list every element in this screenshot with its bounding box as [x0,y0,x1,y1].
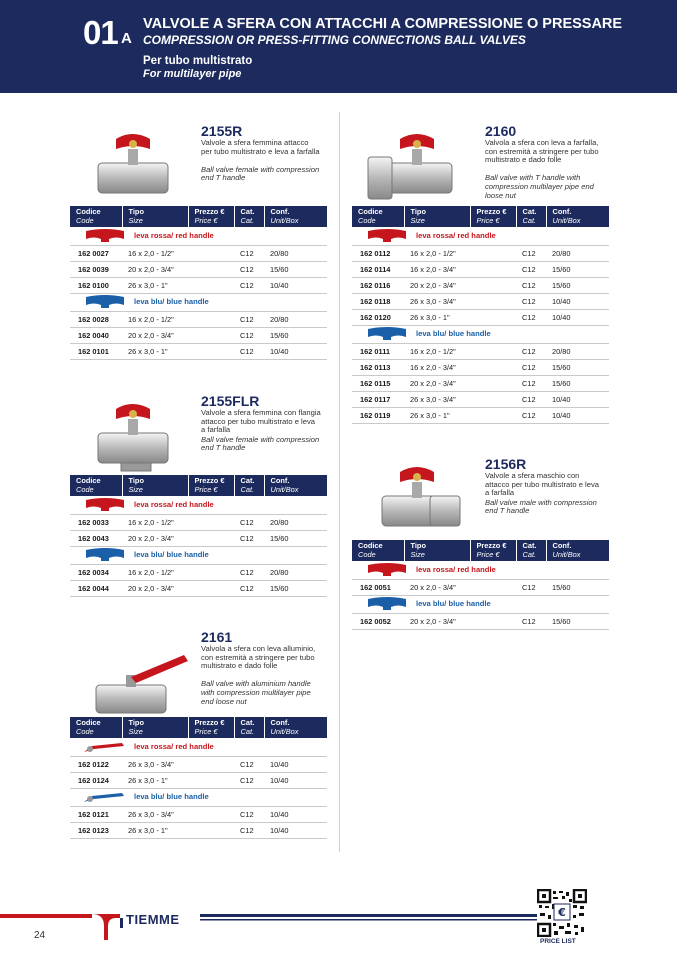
handle-row-blue [70,788,327,806]
cell-box: 20/80 [264,311,327,327]
cell-code: 162 0040 [70,327,122,343]
cell-code: 162 0120 [352,309,404,325]
cell-size: 16 x 2,0 - 1/2" [404,245,470,261]
cell-size: 26 x 3,0 - 3/4" [404,391,470,407]
cell-price [188,327,234,343]
cell-code: 162 0039 [70,261,122,277]
lever-handle-icon [82,740,128,754]
cell-cat: C12 [516,407,546,423]
brand-logo: TIEMME [126,912,180,927]
price-table [352,206,609,424]
cell-size: 16 x 2,0 - 1/2" [122,311,188,327]
page-subtitle: Per tubo multistrato [143,55,253,67]
cell-size: 16 x 2,0 - 1/2" [404,343,470,359]
table-row[interactable] [70,514,327,530]
price-table [352,540,609,630]
cell-cat: C12 [516,391,546,407]
cell-size: 26 x 3,0 - 1" [122,343,188,359]
column-header-size: Tipo Size [122,475,188,496]
cell-code: 162 0033 [70,514,122,530]
cell-price [188,311,234,327]
price-table [70,717,327,839]
lever-handle-icon [82,790,128,804]
handle-row-blue [70,293,327,311]
product-code: 2156R [485,456,527,472]
cell-box: 20/80 [264,564,327,580]
table-header [70,475,327,496]
column-header-size: Tipo Size [122,717,188,738]
table-row[interactable] [70,772,327,788]
cell-price [470,309,516,325]
cell-box: 10/40 [264,806,327,822]
footer-bar [0,910,540,940]
product-image [360,125,480,210]
cell-cat: C12 [516,309,546,325]
handle-row-blue [352,325,609,343]
column-header-price: Prezzo € Price € [188,206,234,227]
cell-size: 26 x 3,0 - 1" [122,772,188,788]
cell-cat: C12 [234,261,264,277]
table-row[interactable] [352,375,609,391]
table-row[interactable] [70,564,327,580]
cell-size: 16 x 2,0 - 3/4" [404,261,470,277]
cell-price [470,261,516,277]
cell-price [470,375,516,391]
column-divider [339,112,340,852]
handle-label-red: leva rossa/ red handle [134,230,214,240]
cell-size: 20 x 2,0 - 3/4" [404,277,470,293]
cell-box: 20/80 [264,514,327,530]
cell-size: 16 x 2,0 - 1/2" [122,564,188,580]
cell-code: 162 0051 [352,579,404,595]
table-header [352,540,609,561]
product-description-en: Ball valve male with compression end T handle [485,497,597,516]
column-header-cat: Cat. Cat. [234,206,264,227]
cell-code: 162 0100 [70,277,122,293]
cell-code: 162 0111 [352,343,404,359]
cell-price [470,391,516,407]
handle-label-blue: leva blu/ blue handle [134,296,209,306]
product-image [76,395,196,480]
butterfly-handle-icon [82,229,128,243]
cell-code: 162 0052 [352,613,404,629]
column-header-size: Tipo Size [122,206,188,227]
product-image [76,125,196,210]
cell-box: 15/60 [546,277,609,293]
cell-size: 20 x 2,0 - 3/4" [404,375,470,391]
cell-box: 15/60 [546,613,609,629]
product-description-en: Ball valve female with compression end T handle [201,164,320,183]
column-header-cat: Cat. Cat. [516,540,546,561]
cell-code: 162 0124 [70,772,122,788]
column-header-cat: Cat. Cat. [234,717,264,738]
product-description: Valvole a sfera femmina attacco per tubo multistrato e leva a farfalla [201,138,320,156]
product-code: 2161 [201,629,233,645]
cell-code: 162 0027 [70,245,122,261]
cell-size: 16 x 2,0 - 1/2" [122,245,188,261]
product-description-en: Ball valve female with compression end T handle [201,434,320,453]
column-header-box: Conf. Unit/Box [270,718,299,736]
page-header [0,0,677,93]
handle-label-red: leva rossa/ red handle [416,230,496,240]
cell-price [470,407,516,423]
cell-price [470,293,516,309]
cell-size: 26 x 3,0 - 1" [404,407,470,423]
cell-cat: C12 [234,564,264,580]
price-table [70,475,327,597]
cell-size: 20 x 2,0 - 3/4" [122,261,188,277]
column-header-price: Prezzo € Price € [470,206,516,227]
table-row[interactable] [352,261,609,277]
cell-price [188,343,234,359]
cell-cat: C12 [516,245,546,261]
cell-box: 10/40 [264,822,327,838]
page-title-en: COMPRESSION OR PRESS-FITTING CONNECTIONS BALL VALVES [143,33,526,47]
cell-cat: C12 [516,359,546,375]
column-header-size: Tipo Size [404,206,470,227]
cell-cat: C12 [234,311,264,327]
cell-code: 162 0122 [70,756,122,772]
table-row[interactable] [70,806,327,822]
cell-box: 15/60 [264,261,327,277]
column-header-price: Prezzo € Price € [470,540,516,561]
cell-cat: C12 [516,261,546,277]
handle-label-red: leva rossa/ red handle [134,499,214,509]
cell-price [470,359,516,375]
cell-code: 162 0121 [70,806,122,822]
handle-row-blue [70,546,327,564]
cell-size: 20 x 2,0 - 3/4" [122,530,188,546]
cell-cat: C12 [516,293,546,309]
handle-label-blue: leva blu/ blue handle [134,791,209,801]
cell-size: 20 x 2,0 - 3/4" [404,613,470,629]
butterfly-handle-icon [364,327,410,341]
table-row[interactable] [70,343,327,359]
cell-cat: C12 [234,806,264,822]
product-description: Valvole a sfera femmina con flangia attacco per tubo multistrato e leva a farfalla [201,408,321,435]
cell-code: 162 0123 [70,822,122,838]
cell-box: 20/80 [546,343,609,359]
table-row[interactable] [70,822,327,838]
cell-price [470,277,516,293]
column-header-box: Conf. Unit/Box [270,207,299,225]
cell-cat: C12 [234,756,264,772]
handle-label-red: leva rossa/ red handle [134,741,214,751]
column-header-cat: Cat. Cat. [516,206,546,227]
cell-price [470,613,516,629]
handle-label-blue: leva blu/ blue handle [416,328,491,338]
product-image [360,458,480,543]
cell-size: 16 x 2,0 - 3/4" [404,359,470,375]
product-description: Valvole a sfera maschio con attacco per tubo multistrato e leva a farfalla [485,471,599,498]
table-row[interactable] [352,309,609,325]
handle-label-blue: leva blu/ blue handle [416,598,491,608]
cell-size: 16 x 2,0 - 1/2" [122,514,188,530]
cell-cat: C12 [234,530,264,546]
cell-cat: C12 [234,343,264,359]
cell-cat: C12 [516,343,546,359]
cell-cat: C12 [516,579,546,595]
cell-price [470,343,516,359]
column-header-code: Codice Code [70,717,122,738]
handle-row-blue [352,595,609,613]
cell-price [188,772,234,788]
cell-price [470,245,516,261]
cell-price [188,806,234,822]
table-row[interactable] [352,407,609,423]
cell-size: 20 x 2,0 - 3/4" [404,579,470,595]
product-description: Valvola a sfera con leva a farfalla, con estremità a stringere per tubo multistrato e dado folle [485,138,599,165]
cell-box: 20/80 [264,245,327,261]
table-row[interactable] [352,245,609,261]
cell-box: 20/80 [546,245,609,261]
table-row[interactable] [352,343,609,359]
cell-code: 162 0118 [352,293,404,309]
column-header-box: Conf. Unit/Box [552,541,581,559]
table-row[interactable] [70,580,327,596]
page-title: VALVOLE A SFERA CON ATTACCHI A COMPRESSIONE O PRESSARE [143,16,623,32]
table-row[interactable] [352,293,609,309]
column-header-price: Prezzo € Price € [188,717,234,738]
qr-label: PRICE LIST [540,938,576,945]
cell-code: 162 0119 [352,407,404,423]
page-subtitle-en: For multilayer pipe [143,68,242,80]
butterfly-handle-icon [82,295,128,309]
cell-price [188,514,234,530]
cell-size: 20 x 2,0 - 3/4" [122,580,188,596]
handle-label-red: leva rossa/ red handle [416,564,496,574]
table-row[interactable] [70,756,327,772]
cell-box: 10/40 [264,756,327,772]
table-row[interactable] [70,530,327,546]
butterfly-handle-icon [82,548,128,562]
table-row[interactable] [70,277,327,293]
column-header-box: Conf. Unit/Box [270,476,299,494]
handle-row-red [352,227,609,245]
cell-price [188,822,234,838]
cell-size: 26 x 3,0 - 1" [122,277,188,293]
cell-box: 10/40 [546,391,609,407]
cell-code: 162 0114 [352,261,404,277]
cell-box: 10/40 [546,293,609,309]
price-table [70,206,327,360]
cell-price [188,261,234,277]
cell-box: 10/40 [264,277,327,293]
cell-cat: C12 [234,514,264,530]
cell-size: 26 x 3,0 - 3/4" [122,756,188,772]
table-row[interactable] [70,327,327,343]
column-header-code: Codice Code [352,540,404,561]
handle-row-red [70,496,327,514]
cell-price [188,530,234,546]
column-header-code: Codice Code [70,206,122,227]
cell-box: 15/60 [546,261,609,277]
cell-cat: C12 [234,580,264,596]
section-letter: A [121,30,132,47]
page-number: 24 [34,930,46,941]
table-row[interactable] [70,311,327,327]
cell-size: 26 x 3,0 - 1" [404,309,470,325]
product-code: 2160 [485,123,517,139]
cell-box: 10/40 [264,343,327,359]
table-row[interactable] [352,277,609,293]
butterfly-handle-icon [82,498,128,512]
cell-box: 15/60 [546,579,609,595]
column-header-code: Codice Code [70,475,122,496]
table-row[interactable] [70,245,327,261]
cell-cat: C12 [234,245,264,261]
product-code: 2155R [201,123,243,139]
handle-row-red [70,738,327,756]
cell-cat: C12 [516,375,546,391]
column-header-code: Codice Code [352,206,404,227]
cell-cat: C12 [516,613,546,629]
cell-cat: C12 [234,277,264,293]
column-header-size: Tipo Size [404,540,470,561]
cell-box: 10/40 [546,407,609,423]
cell-size: 26 x 3,0 - 3/4" [122,806,188,822]
cell-box: 10/40 [264,772,327,788]
cell-code: 162 0116 [352,277,404,293]
product-description-en: Ball valve with T handle with compression multilayer pipe end loose nut [485,173,594,200]
product-code: 2155FLR [201,393,260,409]
cell-price [470,579,516,595]
cell-box: 15/60 [264,580,327,596]
cell-size: 20 x 2,0 - 3/4" [122,327,188,343]
qr-code-icon[interactable] [537,889,587,937]
cell-cat: C12 [234,772,264,788]
table-row[interactable] [352,391,609,407]
cell-price [188,564,234,580]
handle-row-red [352,561,609,579]
cell-code: 162 0113 [352,359,404,375]
column-header-cat: Cat. Cat. [234,475,264,496]
cell-code: 162 0034 [70,564,122,580]
cell-box: 15/60 [264,327,327,343]
cell-code: 162 0043 [70,530,122,546]
cell-price [188,580,234,596]
cell-price [188,756,234,772]
column-header-box: Conf. Unit/Box [552,207,581,225]
product-description-en: Ball valve with aluminium handle with compression multilayer pipe end loose nut [201,679,311,706]
butterfly-handle-icon [364,597,410,611]
cell-code: 162 0101 [70,343,122,359]
cell-price [188,277,234,293]
handle-label-blue: leva blu/ blue handle [134,549,209,559]
cell-box: 15/60 [546,359,609,375]
column-header-price: Prezzo € Price € [188,475,234,496]
cell-size: 26 x 3,0 - 1" [122,822,188,838]
cell-code: 162 0117 [352,391,404,407]
cell-code: 162 0115 [352,375,404,391]
cell-cat: C12 [516,277,546,293]
table-header [70,206,327,227]
cell-cat: C12 [234,327,264,343]
table-header [352,206,609,227]
table-row[interactable] [70,261,327,277]
table-header [70,717,327,738]
product-description: Valvola a sfera con leva alluminio, con estremità a stringere per tubo multistrato e dado folle [201,644,316,671]
butterfly-handle-icon [364,563,410,577]
cell-code: 162 0028 [70,311,122,327]
table-row[interactable] [352,359,609,375]
handle-row-red [70,227,327,245]
butterfly-handle-icon [364,229,410,243]
svg-text:€: € [558,906,566,919]
cell-size: 26 x 3,0 - 3/4" [404,293,470,309]
cell-code: 162 0112 [352,245,404,261]
cell-box: 15/60 [546,375,609,391]
cell-box: 15/60 [264,530,327,546]
cell-cat: C12 [234,822,264,838]
cell-code: 162 0044 [70,580,122,596]
section-number: 01 [83,14,118,51]
cell-box: 10/40 [546,309,609,325]
table-row[interactable] [352,579,609,595]
table-row[interactable] [352,613,609,629]
cell-price [188,245,234,261]
